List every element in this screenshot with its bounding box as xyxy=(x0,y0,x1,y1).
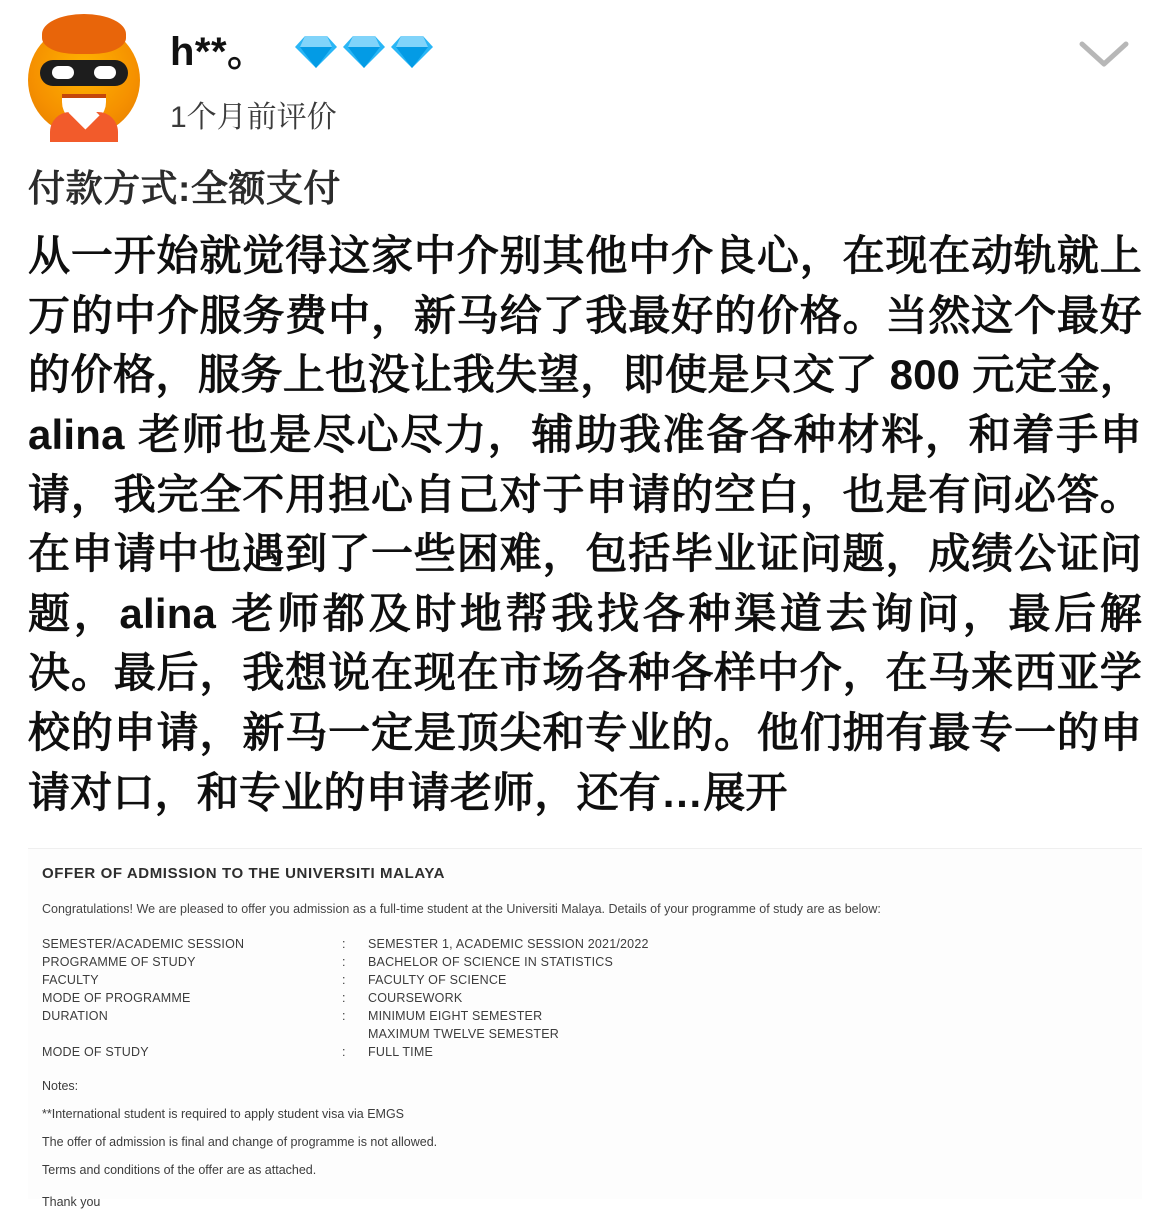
row-value: BACHELOR OF SCIENCE IN STATISTICS xyxy=(368,955,614,969)
row-colon xyxy=(342,1025,368,1043)
row-label: MODE OF PROGRAMME xyxy=(42,991,191,1005)
table-row xyxy=(42,1025,649,1043)
row-colon: : xyxy=(342,991,346,1005)
row-colon: : xyxy=(342,955,346,969)
avatar-eye-right xyxy=(94,66,116,79)
review-header xyxy=(0,0,1170,136)
doc-note-2: The offer of admission is final and change of programme is not allowed. xyxy=(42,1135,438,1149)
doc-details-table xyxy=(42,935,649,1061)
row-value: SEMESTER 1, ACADEMIC SESSION 2021/2022 xyxy=(368,937,649,951)
row-value: MAXIMUM TWELVE SEMESTER xyxy=(368,1027,559,1041)
doc-title: OFFER OF ADMISSION TO THE UNIVERSITI MALAYA xyxy=(42,865,446,883)
row-value: FACULTY OF SCIENCE xyxy=(368,973,507,987)
review-content xyxy=(28,226,1142,822)
row-value: MINIMUM EIGHT SEMESTER xyxy=(368,1009,543,1023)
table-row xyxy=(42,971,649,989)
doc-note-3: Terms and conditions of the offer are as attached. xyxy=(42,1163,317,1177)
username: h**。 xyxy=(170,30,268,74)
row-value: FULL TIME xyxy=(368,1045,434,1059)
row-label: MODE OF STUDY xyxy=(42,1045,149,1059)
diamond-icon xyxy=(390,34,434,70)
chevron-down-icon[interactable] xyxy=(1076,34,1132,74)
member-level-badges xyxy=(294,34,434,70)
doc-paragraph: Congratulations! We are pleased to offer you admission as a full-time student at the Universiti Malaya. Details of your programme of study are as below: xyxy=(42,902,881,917)
table-row xyxy=(42,989,649,1007)
doc-notes-title: Notes: xyxy=(42,1079,79,1093)
username-row xyxy=(170,30,1142,74)
review-header-text xyxy=(170,24,1142,136)
payment-method: 付款方式:全额支付 xyxy=(28,168,341,209)
row-colon: : xyxy=(342,1009,346,1023)
avatar-hair xyxy=(42,14,126,54)
doc-thanks: Thank you xyxy=(42,1195,101,1209)
row-colon: : xyxy=(342,1045,346,1059)
avatar[interactable] xyxy=(28,24,140,136)
diamond-icon xyxy=(294,34,338,70)
avatar-eye-left xyxy=(52,66,74,79)
table-row xyxy=(42,1007,649,1025)
table-row xyxy=(42,1043,649,1061)
diamond-icon xyxy=(342,34,386,70)
table-row xyxy=(42,953,649,971)
row-label: DURATION xyxy=(42,1009,108,1023)
row-label: SEMESTER/ACADEMIC SESSION xyxy=(42,937,245,951)
row-colon: : xyxy=(342,973,346,987)
row-value: COURSEWORK xyxy=(368,991,463,1005)
review-time: 1个月前评价 xyxy=(170,101,337,134)
row-label: FACULTY xyxy=(42,973,99,987)
row-label xyxy=(42,1025,342,1043)
row-label: PROGRAMME OF STUDY xyxy=(42,955,196,969)
doc-note-1: **International student is required to apply student visa via EMGS xyxy=(42,1107,405,1121)
review-text: 从一开始就觉得这家中介别其他中介良心，在现在动轨就上万的中介服务费中，新马给了我最好的价格。当然这个最好的价格，服务上也没让我失望，即使是只交了 800 元定金，alina 老师也是尽心尽力，辅助我准备各种材料，和着手申请，我完全不用担心自己对于申请的空白，也是有问必答。在申请中也遇到了一些困难，包括毕业证问题，成绩公证问题，alina 老师都及时地帮我找各种渠道去询问，最后解决。最后，我想说在现在市场各种各样中介，在马来西亚学校的申请，新马一定是顶尖和专业的。他们拥有最专一的申请对口，和专业的申请老师，还有… xyxy=(28,232,1142,816)
row-colon: : xyxy=(342,937,346,951)
expand-button[interactable]: 展开 xyxy=(703,768,788,816)
offer-letter-image[interactable] xyxy=(28,848,1142,1209)
table-row xyxy=(42,935,649,953)
